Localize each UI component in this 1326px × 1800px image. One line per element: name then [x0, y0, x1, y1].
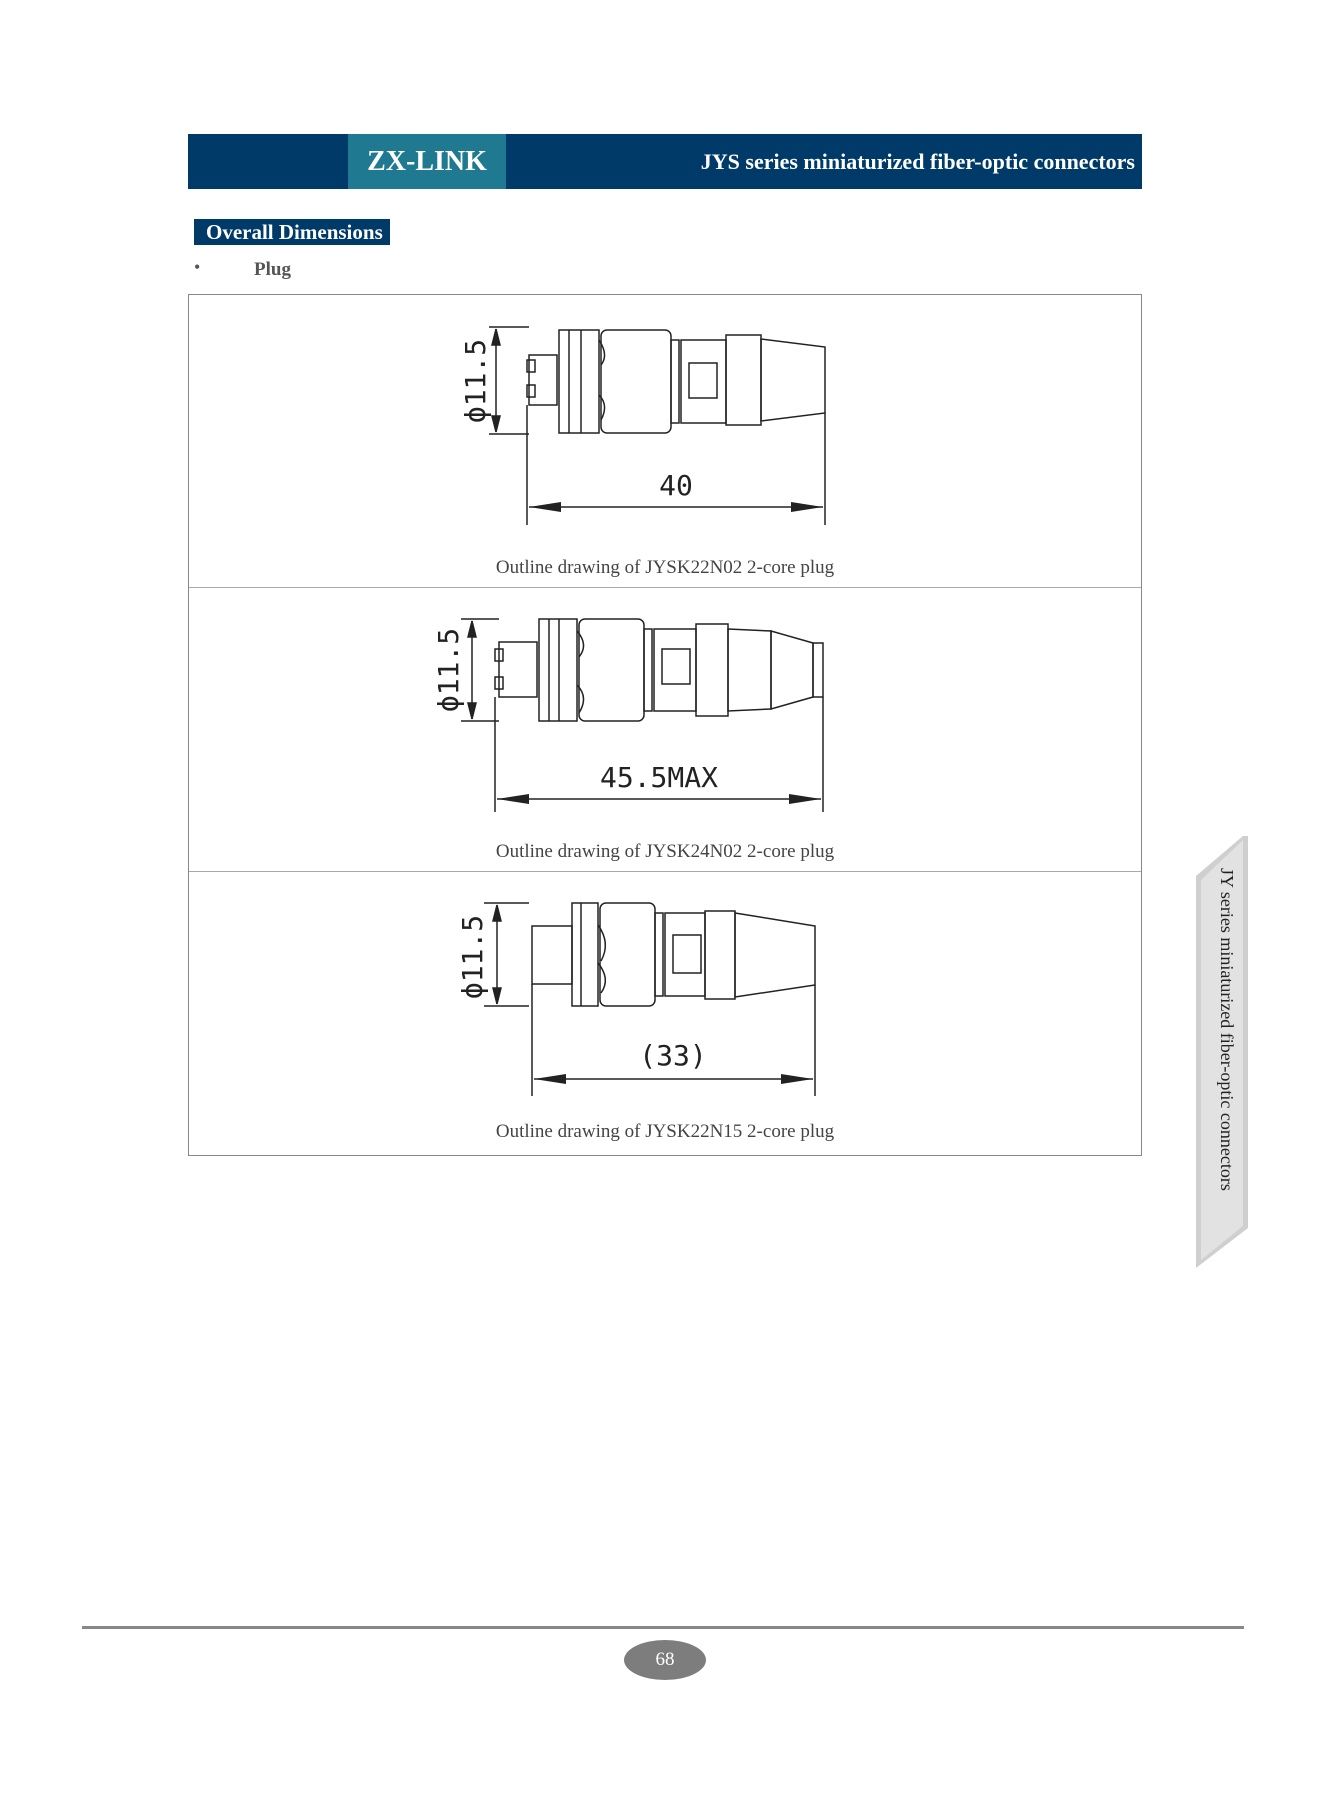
- arrow-right: [789, 794, 821, 804]
- figure-caption: Outline drawing of JYSK22N02 2-core plug: [495, 557, 835, 578]
- arrow-right: [781, 1074, 813, 1084]
- brand-logo: ZX-LINK: [348, 134, 506, 189]
- section-title: Overall Dimensions: [194, 219, 390, 245]
- footer-rule: [82, 1626, 1244, 1629]
- arrow-left: [497, 794, 529, 804]
- figure-cell-3: [189, 871, 1141, 1155]
- header-title: JYS series miniaturized fiber-optic connectors: [700, 148, 1135, 174]
- arrow-left: [529, 502, 561, 512]
- header-bar: [188, 134, 1142, 189]
- figure-cell-1: [189, 295, 1141, 588]
- arrow-left: [534, 1074, 566, 1084]
- arrow-right: [791, 502, 823, 512]
- figure-panel: [188, 294, 1142, 1156]
- bullet-marker: •: [194, 257, 201, 277]
- plug-drawing-1: [189, 295, 1141, 555]
- page-number: 68: [624, 1640, 706, 1680]
- plug-drawing-3: [189, 871, 1141, 1121]
- diameter-label: ϕ11.5: [456, 914, 489, 1000]
- subsection-title: Plug: [254, 259, 291, 280]
- diameter-label: ϕ11.5: [432, 627, 465, 713]
- plug-drawing-2: [189, 587, 1141, 837]
- figure-cell-2: [189, 587, 1141, 872]
- length-label: (33): [639, 1039, 707, 1072]
- side-tab-text: JY series miniaturized fiber-optic connectors: [1217, 868, 1237, 1191]
- figure-caption: Outline drawing of JYSK22N15 2-core plug: [495, 1121, 835, 1142]
- length-label: 40: [659, 469, 693, 502]
- figure-caption: Outline drawing of JYSK24N02 2-core plug: [495, 841, 835, 862]
- diameter-label: ϕ11.5: [459, 338, 492, 424]
- length-label: 45.5MAX: [599, 761, 719, 794]
